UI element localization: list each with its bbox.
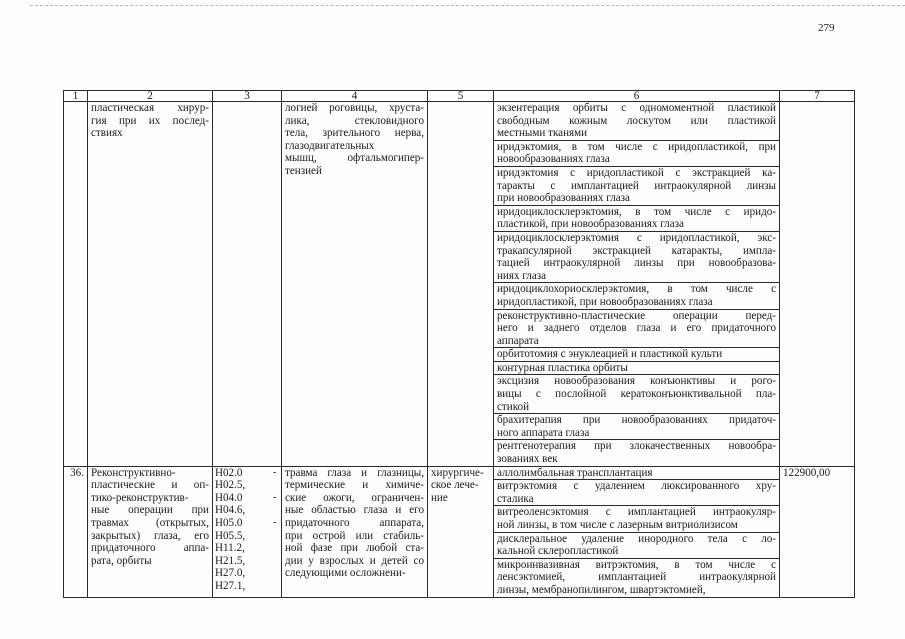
text-line: пластикой, при новообразованиях глаза	[497, 218, 684, 231]
text-line: дисклеральное удаление инородного тела с ло-	[497, 532, 776, 545]
method-item	[494, 102, 779, 140]
text-line: ной линзы, в том числе с лазерным витриолизисом	[497, 519, 738, 531]
code-range-dash: -	[273, 516, 277, 528]
text-line: Реконструктивно-	[91, 466, 176, 479]
method-item	[494, 505, 779, 531]
text-line: H27.0,	[215, 567, 246, 580]
method-item	[494, 347, 779, 361]
text-line: придаточного аппа-	[91, 542, 209, 555]
text-line: микроинвазивная витрэктомия, в том числе с	[497, 558, 776, 571]
text-line: при острой или стабиль-	[285, 529, 424, 542]
text-line: иридэктомия, в том числе с иридопластикой, при	[497, 140, 776, 153]
text-line: дии у взрослых и детей со	[285, 554, 424, 567]
text-line: новообразованиях глаза	[497, 153, 610, 166]
cost-cell: 122900,00	[780, 466, 855, 597]
text-line: H04.0	[215, 491, 243, 504]
text-line: ные областью глаза и его	[285, 504, 424, 517]
text-line: зованиях век	[497, 453, 558, 466]
text-line: термические и химиче-	[285, 479, 424, 492]
text-line: ные операции при	[91, 504, 209, 517]
text-line: ские ожоги, ограничен-	[285, 491, 424, 504]
header-col-3: 3	[213, 91, 282, 102]
text-line: H02.5,	[215, 479, 246, 492]
treatment-type-cell	[428, 466, 494, 597]
header-col-4: 4	[282, 91, 428, 102]
patient-model-cell	[282, 102, 428, 467]
text-line: тела, зрительного нерва,	[285, 127, 424, 140]
text-line: брахитерапия при новообразованиях придаточ-	[497, 414, 776, 427]
method-item	[494, 374, 779, 413]
method-item	[494, 413, 779, 439]
patient-model-cell	[282, 466, 428, 597]
text-line: H27.1,	[215, 579, 246, 592]
text-line: реконструктивно-пластические операции перед-	[497, 309, 776, 322]
row-number-cell: 36.	[64, 466, 88, 597]
table-header-row	[64, 91, 855, 102]
treatment-type-cell	[428, 102, 494, 467]
text-line: контурная пластика орбиты	[497, 361, 628, 374]
code-range-dash: -	[273, 466, 277, 478]
method-item	[494, 282, 779, 308]
text-line: линзы, мембранопилингом, швартэктомией,	[497, 583, 706, 596]
text-line: H02.0	[215, 466, 243, 479]
method-item	[494, 439, 779, 465]
text-line: рентгенотерапия при злокачественных новообра-	[497, 440, 776, 453]
text-line: ной фазе при любой ста-	[285, 542, 424, 555]
text-line: ствиях	[91, 127, 123, 140]
method-item	[494, 205, 779, 231]
method-item	[494, 140, 779, 166]
text-line: лика, стекловидного	[285, 114, 424, 127]
text-line: H05.5,	[215, 529, 246, 542]
text-line: экзентерация орбиты с одномоментной пластикой	[497, 102, 776, 114]
text-line: эксцизия новообразования конъюнктивы и рого-	[497, 375, 776, 388]
table-row-continued	[64, 102, 855, 467]
text-line: орбитотомия с энуклеацией и пластикой культи	[497, 348, 723, 361]
text-line: тензией	[285, 164, 322, 177]
text-line: витреоленсэктомия с имплантацией интраокуляр-	[497, 506, 776, 519]
method-item	[494, 166, 779, 205]
text-line: витрэктомия с удалением люксированного хру-	[497, 480, 776, 493]
text-line: придаточного аппарата,	[285, 517, 424, 529]
text-line: следующими осложнени-	[285, 567, 406, 580]
text-line: пластическая хирур-	[91, 102, 209, 114]
method-item	[494, 532, 779, 558]
text-line: ниях глаза	[497, 269, 547, 282]
text-line: кальной склеропластикой	[497, 545, 619, 558]
text-line: H05.0	[215, 517, 243, 529]
table-row-36	[64, 466, 855, 597]
text-line: иридопластикой, при новообразованиях глаза	[497, 295, 713, 308]
header-col-5: 5	[428, 91, 494, 102]
text-line: пластические и оп-	[91, 479, 209, 492]
text-line: стикой	[497, 400, 530, 413]
text-line: H11.2,	[215, 542, 245, 555]
method-item	[494, 231, 779, 282]
text-line: вицы с послойной кератоконъюнктивальной пла-	[497, 388, 776, 401]
text-line: глазодвигательных	[285, 139, 375, 152]
method-item	[494, 361, 779, 375]
text-line: при новообразованиях глаза	[497, 192, 630, 205]
text-line: аллолимбальная трансплантация	[497, 466, 653, 479]
icd-codes-cell	[213, 466, 282, 597]
cost-cell	[780, 102, 855, 467]
text-line: H21.5,	[215, 554, 246, 567]
text-line: ного аппарата глаза	[497, 426, 590, 439]
text-line: иридоциклосклерэктомия, в том числе с иридо-	[497, 205, 776, 218]
icd-codes-cell	[213, 102, 282, 467]
header-col-7: 7	[780, 91, 855, 102]
methods-cell	[494, 466, 780, 597]
text-line: травмах (открытых,	[91, 517, 209, 529]
methods-cell	[494, 102, 780, 467]
text-line: мышц, офтальмогипер-	[285, 152, 424, 165]
scan-top-border	[30, 5, 905, 6]
page-number: 279	[818, 22, 835, 34]
text-line: иридэктомия с иридопластикой с экстракцией ка-	[497, 166, 776, 179]
text-line: тацией интраокулярной линзы при новообразова-	[497, 257, 776, 270]
text-line: иридоциклохориосклерэктомия, в том числе с	[497, 283, 776, 296]
text-line: сталика	[497, 492, 534, 505]
icd-codes-list	[215, 467, 278, 593]
code-range-dash: -	[273, 491, 277, 503]
method-item	[494, 558, 779, 597]
header-col-6: 6	[494, 91, 780, 102]
text-line: хирургиче-	[431, 466, 484, 479]
method-item	[494, 467, 779, 480]
text-line: ленсэктомией, имплантацией интраокулярной	[497, 571, 776, 584]
text-line: логией роговицы, хруста-	[285, 102, 424, 114]
text-line: местными тканями	[497, 127, 588, 140]
text-line: ние	[431, 491, 448, 504]
text-line: H04.6,	[215, 504, 246, 517]
text-line: ское лече-	[431, 479, 479, 492]
header-col-1: 1	[64, 91, 88, 102]
text-line: тико-реконструктив-	[91, 491, 189, 504]
procedures-table	[63, 90, 855, 598]
text-line: закрытых) глаза, его	[91, 529, 209, 542]
text-line: таракты с имплантацией интраокулярной линзы	[497, 179, 776, 192]
method-item	[494, 479, 779, 505]
text-line: свободным кожным лоскутом или пластикой	[497, 114, 776, 127]
text-line: травма глаза и глазницы,	[285, 466, 424, 479]
group-name-cell	[88, 102, 213, 467]
header-col-2: 2	[88, 91, 213, 102]
text-line: гия при их послед-	[91, 114, 209, 127]
text-line: него и заднего отделов глаза и его придаточного	[497, 322, 776, 335]
row-number-cell	[64, 102, 88, 467]
text-line: рата, орбиты	[91, 554, 152, 567]
group-name-cell	[88, 466, 213, 597]
text-line: иридоциклосклерэктомия с иридопластикой, экс-	[497, 231, 776, 244]
text-line: тракапсулярной экстракцией катаракты, импла-	[497, 244, 776, 257]
text-line: аппарата	[497, 334, 539, 347]
method-item	[494, 309, 779, 348]
